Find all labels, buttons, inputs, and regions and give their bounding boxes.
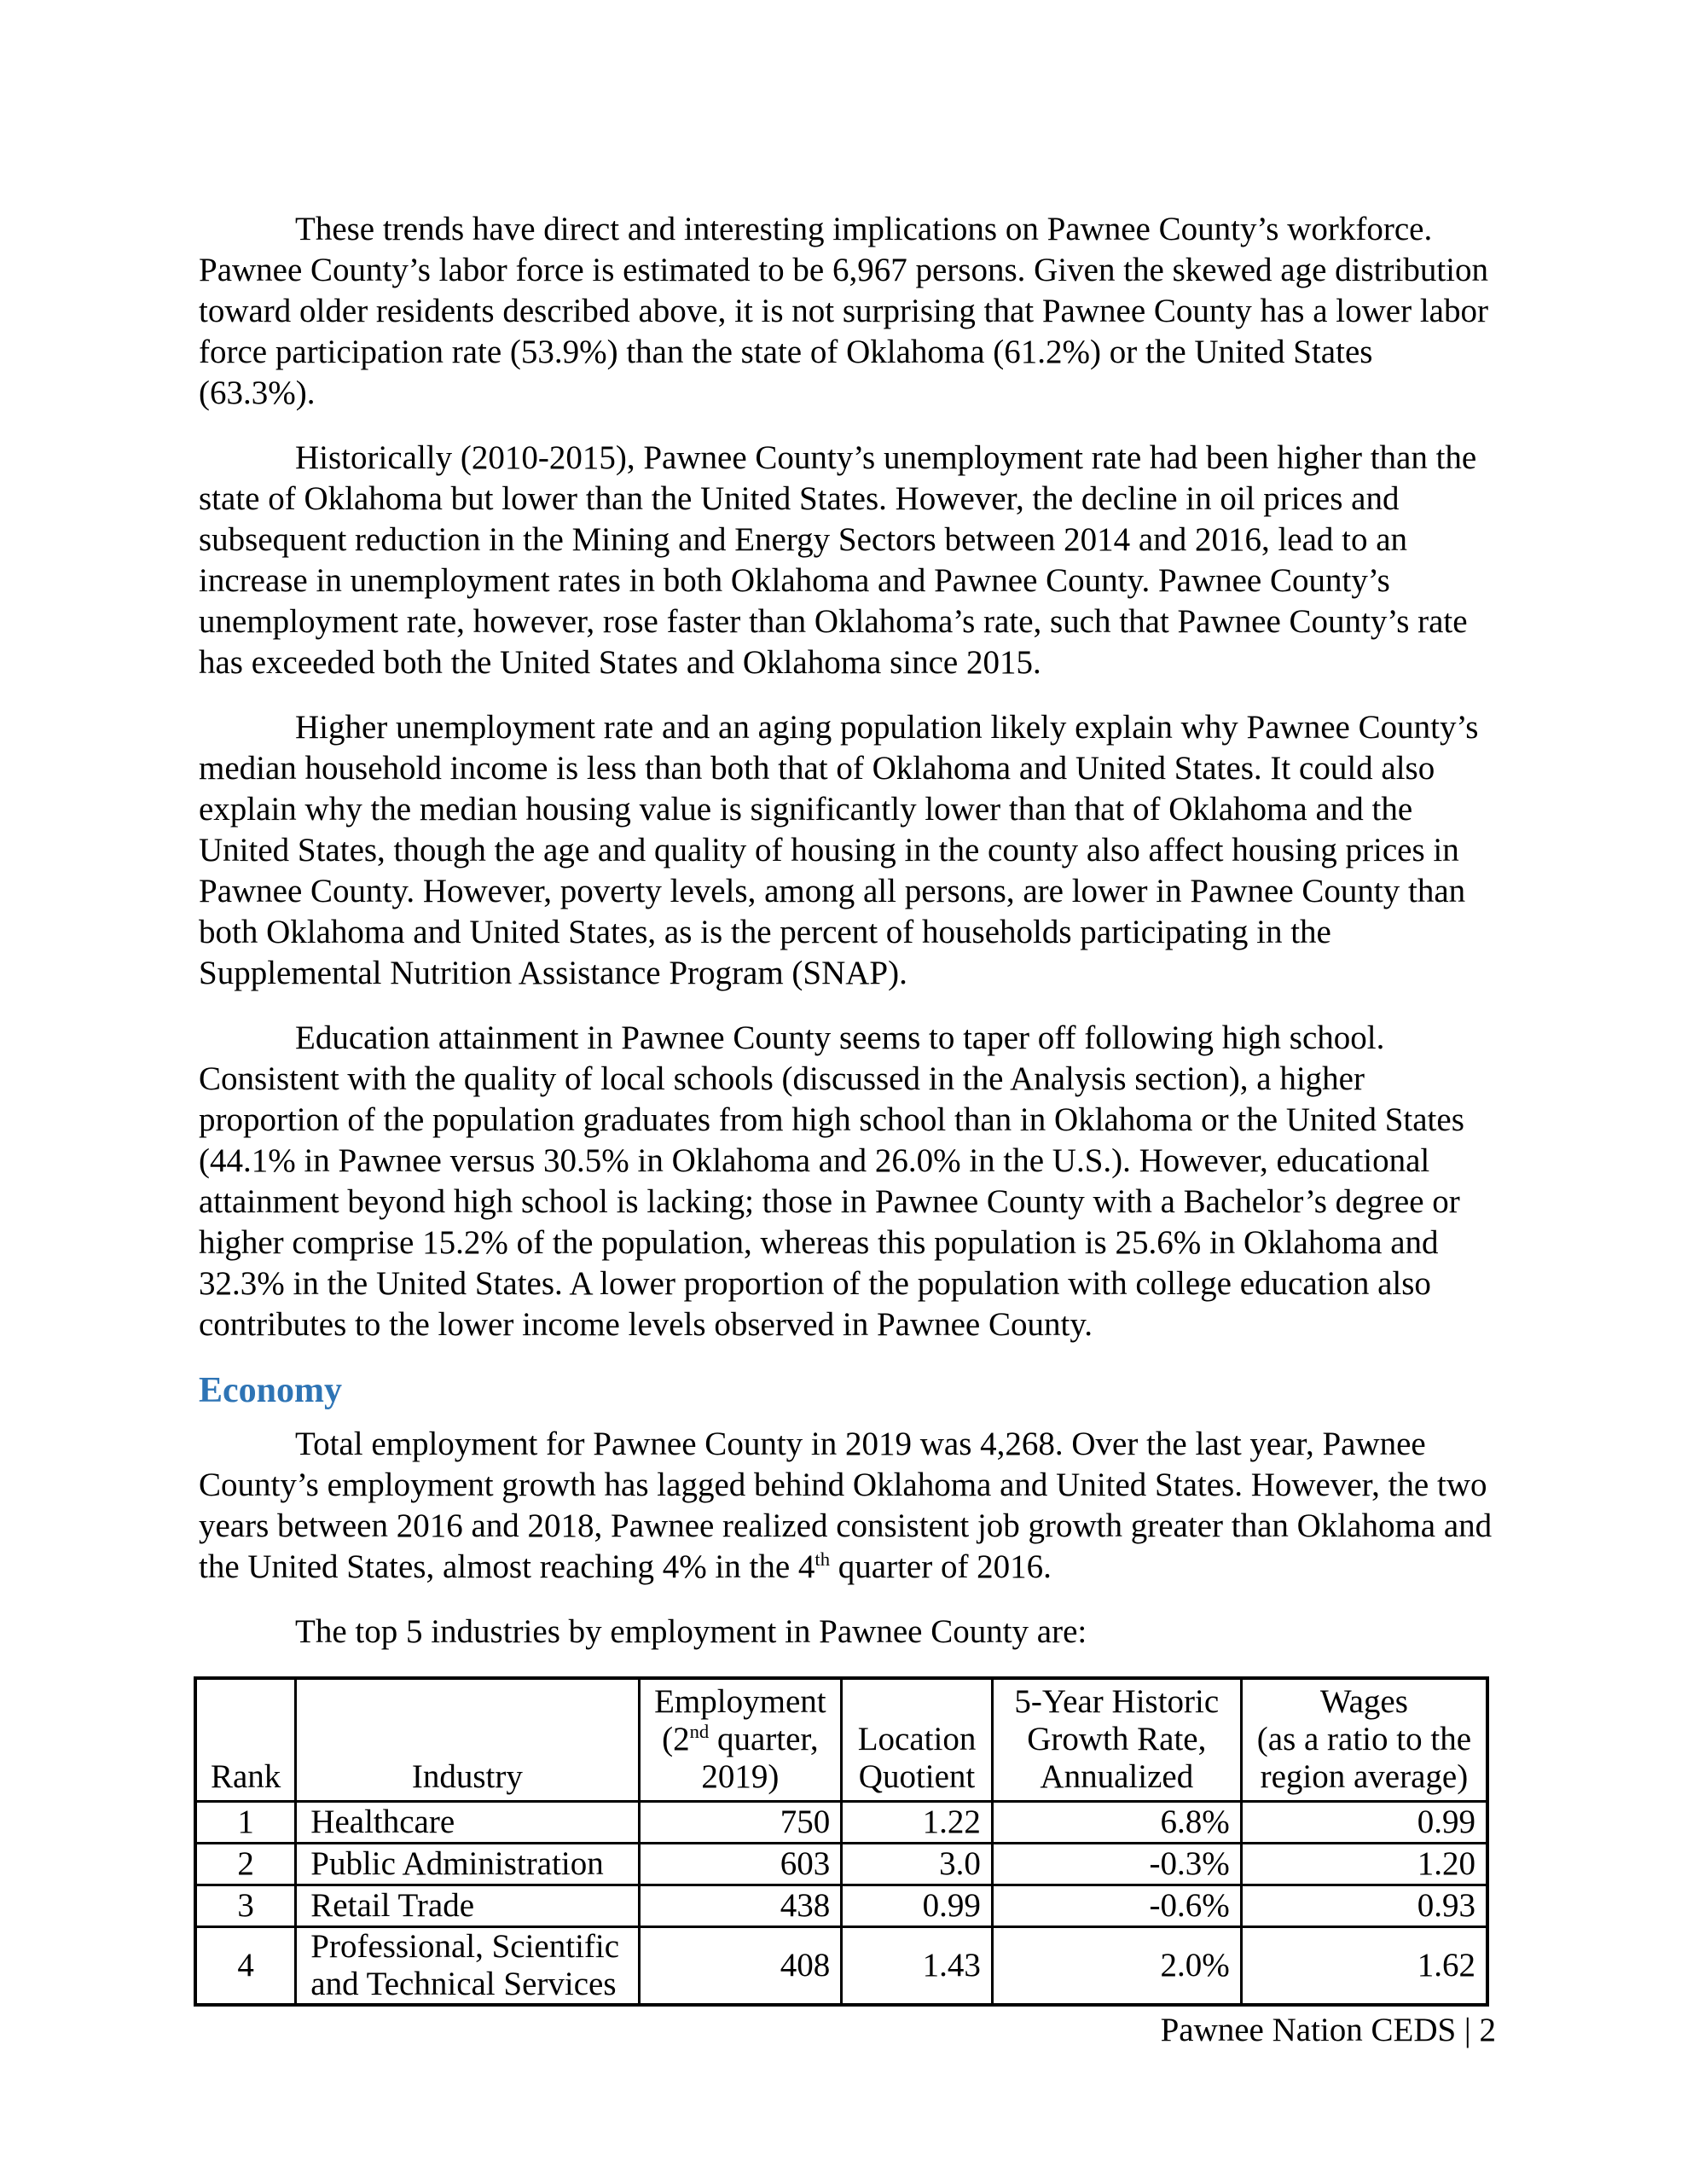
paragraph-line: Total employment for Pawnee County in 2019 was 4,268. Over the last year, Pawnee bbox=[295, 1426, 1426, 1462]
paragraph-line: toward older residents described above, it is not surprising that Pawnee County has a lower labor bbox=[199, 293, 1488, 329]
paragraph-line: County’s employment growth has lagged behind Oklahoma and United States. However, the two bbox=[199, 1467, 1487, 1503]
paragraph bbox=[199, 209, 1489, 414]
cell-wages: 1.20 bbox=[1241, 1844, 1487, 1885]
industry-line: and Technical Services bbox=[310, 1966, 617, 2002]
cell-employment: 408 bbox=[639, 1927, 842, 2006]
page-content bbox=[199, 209, 1493, 2007]
paragraph bbox=[199, 1612, 1489, 1653]
cell-employment: 603 bbox=[639, 1844, 842, 1885]
cell-employment: 750 bbox=[639, 1802, 842, 1844]
cell-location_quotient: 0.99 bbox=[842, 1885, 993, 1927]
table-header-cell-location_quotient bbox=[842, 1678, 993, 1802]
paragraph-line: explain why the median housing value is significantly lower than that of Oklahoma and the bbox=[199, 791, 1413, 828]
paragraph-line: 32.3% in the United States. A lower proportion of the population with college education also bbox=[199, 1265, 1431, 1302]
paragraph-line: force participation rate (53.9%) than the state of Oklahoma (61.2%) or the United States bbox=[199, 334, 1373, 370]
industry-line: Healthcare bbox=[310, 1804, 455, 1840]
superscript-text: th bbox=[815, 1548, 831, 1570]
paragraph-line: subsequent reduction in the Mining and Energy Sectors between 2014 and 2016, lead to an bbox=[199, 521, 1408, 558]
paragraph-line: proportion of the population graduates from high school than in Oklahoma or the United States bbox=[199, 1101, 1464, 1138]
industry-line: Public Administration bbox=[310, 1845, 604, 1882]
paragraph-line: (44.1% in Pawnee versus 30.5% in Oklahoma and 26.0% in the U.S.). However, educational bbox=[199, 1142, 1430, 1179]
cell-growth: 6.8% bbox=[992, 1802, 1241, 1844]
paragraph bbox=[199, 1018, 1489, 1345]
paragraph-line: increase in unemployment rates in both Oklahoma and Pawnee County. Pawnee County’s bbox=[199, 562, 1390, 599]
cell-location_quotient: 3.0 bbox=[842, 1844, 993, 1885]
table-header-cell-industry bbox=[296, 1678, 639, 1802]
cell-rank: 3 bbox=[195, 1885, 296, 1927]
industry-line: Retail Trade bbox=[310, 1887, 475, 1924]
cell-location_quotient: 1.43 bbox=[842, 1927, 993, 2006]
paragraph-line: Historically (2010-2015), Pawnee County’s unemployment rate had been higher than the bbox=[295, 439, 1477, 476]
paragraph bbox=[199, 1424, 1493, 1588]
paragraph-line: United States, though the age and quality of housing in the county also affect housing prices in bbox=[199, 832, 1459, 868]
paragraph-line: unemployment rate, however, rose faster than Oklahoma’s rate, such that Pawnee County’s rate bbox=[199, 603, 1468, 640]
paragraph-line: higher comprise 15.2% of the population, whereas this population is 25.6% in Oklahoma and bbox=[199, 1224, 1439, 1261]
header-line: Employment bbox=[654, 1683, 826, 1720]
paragraph bbox=[199, 438, 1489, 683]
body-paragraphs-economy bbox=[199, 1424, 1493, 1653]
superscript-text: nd bbox=[689, 1721, 710, 1742]
cell-growth: -0.6% bbox=[992, 1885, 1241, 1927]
cell-wages: 0.99 bbox=[1241, 1802, 1487, 1844]
cell-industry bbox=[296, 1802, 639, 1844]
paragraph-line: Pawnee County. However, poverty levels, among all persons, are lower in Pawnee County than bbox=[199, 873, 1466, 909]
cell-growth: -0.3% bbox=[992, 1844, 1241, 1885]
cell-industry bbox=[296, 1885, 639, 1927]
paragraph-line: years between 2016 and 2018, Pawnee realized consistent job growth greater than Oklahoma and bbox=[199, 1507, 1493, 1544]
header-line: Rank bbox=[210, 1758, 281, 1795]
page-footer bbox=[1161, 2010, 1496, 2051]
paragraph bbox=[199, 707, 1489, 994]
cell-industry bbox=[296, 1844, 639, 1885]
paragraph-line: contributes to the lower income levels observed in Pawnee County. bbox=[199, 1306, 1093, 1343]
cell-wages: 1.62 bbox=[1241, 1927, 1487, 2006]
paragraph-line: attainment beyond high school is lacking; those in Pawnee County with a Bachelor’s degree or bbox=[199, 1183, 1460, 1220]
cell-rank: 4 bbox=[195, 1927, 296, 2006]
table-header-cell-employment bbox=[639, 1678, 842, 1802]
table-header-row bbox=[195, 1678, 1487, 1802]
table-row bbox=[195, 1802, 1487, 1844]
header-line: Wages bbox=[1319, 1683, 1408, 1720]
header-line: 5-Year Historic bbox=[1014, 1683, 1220, 1720]
top-industries-table bbox=[194, 1676, 1489, 2007]
cell-location_quotient: 1.22 bbox=[842, 1802, 993, 1844]
body-paragraphs-top bbox=[199, 209, 1489, 1345]
paragraph-line: These trends have direct and interesting implications on Pawnee County’s workforce. bbox=[295, 211, 1433, 247]
paragraph-line: Pawnee County’s labor force is estimated to be 6,967 persons. Given the skewed age distribution bbox=[199, 252, 1489, 288]
header-line: Growth Rate, bbox=[1027, 1721, 1207, 1757]
cell-wages: 0.93 bbox=[1241, 1885, 1487, 1927]
paragraph-line: state of Oklahoma but lower than the United States. However, the decline in oil prices and bbox=[199, 480, 1400, 517]
header-line: Location bbox=[857, 1721, 977, 1757]
header-line: Industry bbox=[411, 1758, 523, 1795]
paragraph-line: the United States, almost reaching 4% in the 4th quarter of 2016. bbox=[199, 1548, 1052, 1585]
paragraph-line: The top 5 industries by employment in Pawnee County are: bbox=[295, 1613, 1087, 1650]
paragraph-line: median household income is less than both that of Oklahoma and United States. It could also bbox=[199, 750, 1435, 787]
header-line: Quotient bbox=[858, 1758, 976, 1795]
industry-line: Professional, Scientific bbox=[310, 1928, 620, 1965]
paragraph-line: both Oklahoma and United States, as is the percent of households participating in the bbox=[199, 914, 1331, 950]
header-line: region average) bbox=[1260, 1758, 1469, 1795]
economy-section-heading: Economy bbox=[199, 1371, 342, 1410]
paragraph-line: Consistent with the quality of local schools (discussed in the Analysis section), a higher bbox=[199, 1060, 1365, 1097]
table-row bbox=[195, 1885, 1487, 1927]
paragraph-line: (63.3%). bbox=[199, 375, 316, 411]
table-row bbox=[195, 1927, 1487, 2006]
paragraph-line: Supplemental Nutrition Assistance Program (SNAP). bbox=[199, 955, 907, 991]
paragraph-line: Education attainment in Pawnee County seems to taper off following high school. bbox=[295, 1019, 1385, 1056]
cell-employment: 438 bbox=[639, 1885, 842, 1927]
header-line: (as a ratio to the bbox=[1256, 1721, 1471, 1757]
header-line: 2019) bbox=[701, 1758, 780, 1795]
paragraph-line: Higher unemployment rate and an aging population likely explain why Pawnee County’s bbox=[295, 709, 1479, 746]
footer-text: Pawnee Nation CEDS | 2 bbox=[1160, 2012, 1496, 2048]
cell-industry bbox=[296, 1927, 639, 2006]
table-header-cell-rank bbox=[195, 1678, 296, 1802]
header-line: Annualized bbox=[1040, 1758, 1194, 1795]
table-header-cell-wages bbox=[1241, 1678, 1487, 1802]
table-header bbox=[195, 1678, 1487, 1802]
table-row bbox=[195, 1844, 1487, 1885]
cell-rank: 2 bbox=[195, 1844, 296, 1885]
table-header-cell-growth bbox=[992, 1678, 1241, 1802]
paragraph-line: has exceeded both the United States and Oklahoma since 2015. bbox=[199, 644, 1041, 681]
header-line: (2nd quarter, bbox=[662, 1721, 819, 1757]
cell-growth: 2.0% bbox=[992, 1927, 1241, 2006]
table-body bbox=[195, 1802, 1487, 2006]
cell-rank: 1 bbox=[195, 1802, 296, 1844]
